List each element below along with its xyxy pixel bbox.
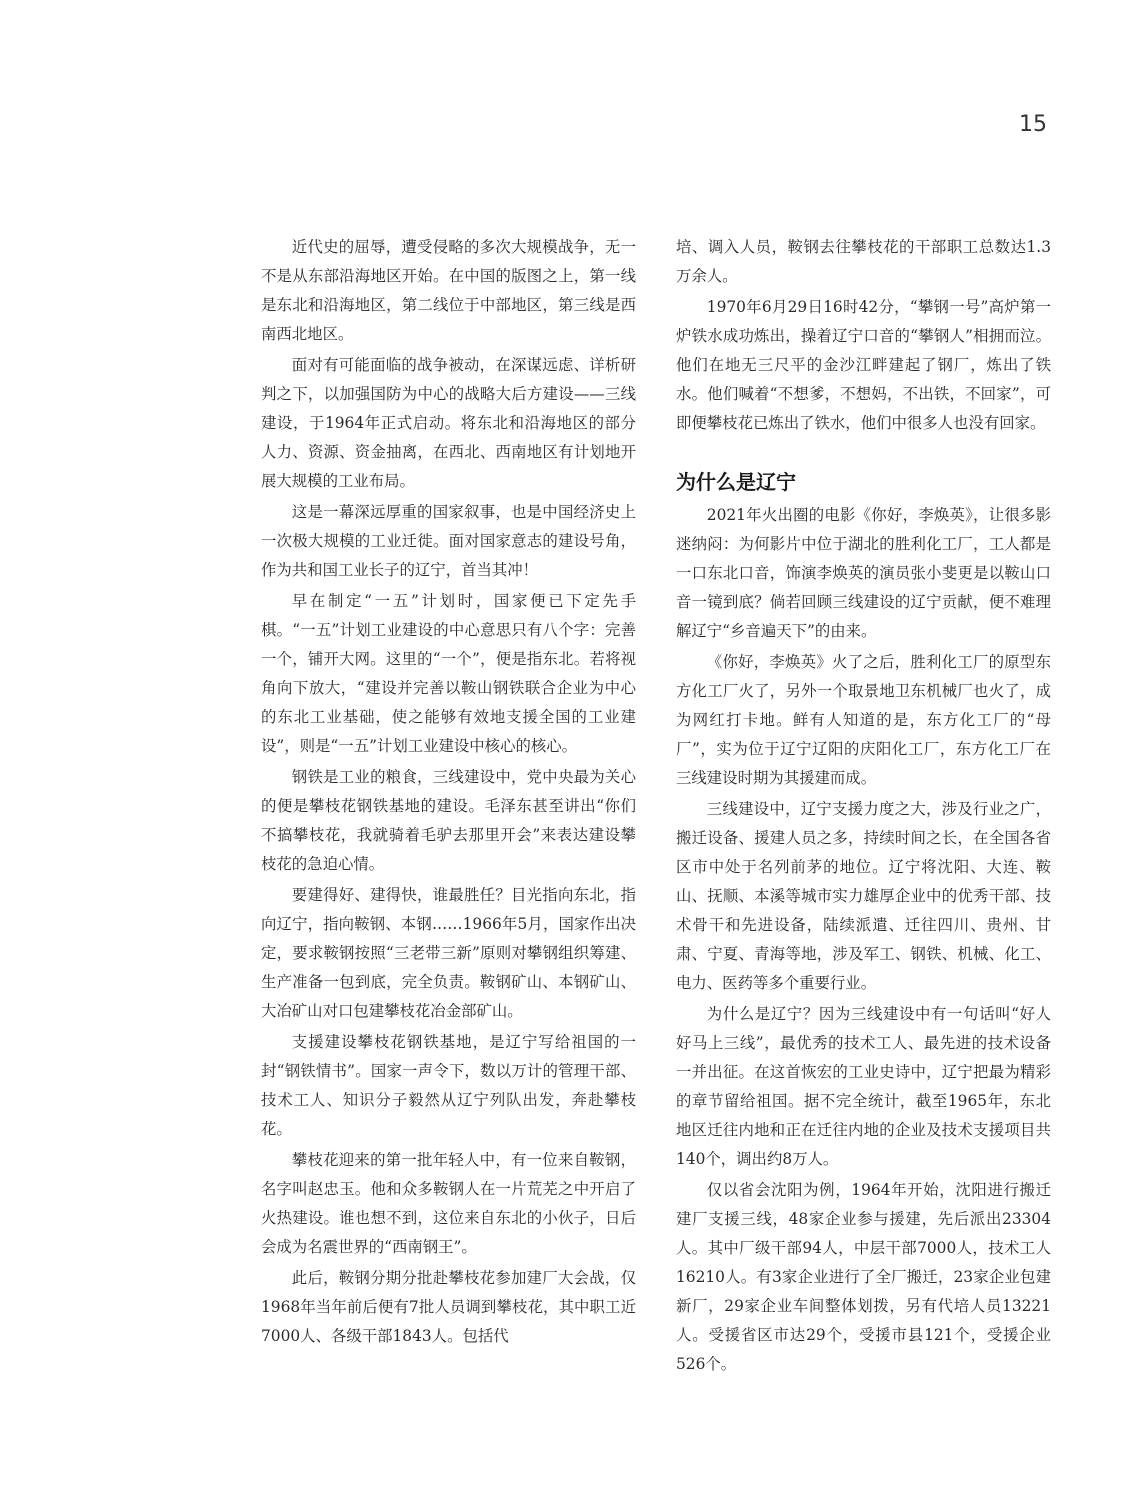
paragraph: 三线建设中，辽宁支援力度之大，涉及行业之广，搬迁设备、援建人员之多，持续时间之长，在全国各省区市中处于名列前茅的地位。辽宁将沈阳、大连、鞍山、抚顺、本溪等城市实力雄厚企业中的优秀干部、技术骨干和先进设备，陆续派遣、迁往四川、贵州、甘肃、宁夏、青海等地，涉及军工、钢铁、机械、化工、电力、医药等多个重要行业。 <box>676 800 1051 992</box>
paragraph: 1970年6月29日16时42分，“攀钢一号”高炉第一炉铁水成功炼出，操着辽宁口音的“攀钢人”相拥而泣。他们在地无三尺平的金沙江畔建起了钢厂，炼出了铁水。他们喊着“不想爹，不想妈，不出铁，不回家”，可即便攀枝花已炼出了铁水，他们中很多人也没有回家。 <box>676 298 1051 432</box>
paragraph: 《你好，李焕英》火了之后，胜利化工厂的原型东方化工厂火了，另外一个取景地卫东机械厂也火了，成为网红打卡地。鲜有人知道的是，东方化工厂的“母厂”，实为位于辽宁辽阳的庆阳化工厂，东方化工厂在三线建设时期为其援建而成。 <box>676 653 1051 787</box>
paragraph: 这是一幕深远厚重的国家叙事，也是中国经济史上一次极大规模的工业迁徙。面对国家意志的建设号角，作为共和国工业长子的辽宁，首当其冲！ <box>261 503 636 579</box>
paragraph: 仅以省会沈阳为例，1964年开始，沈阳进行搬迁建厂支援三线，48家企业参与援建，先后派出23304人。其中厂级干部94人，中层干部7000人，技术工人16210人。有3家企业进行了全厂搬迁，23家企业包建新厂，29家企业车间整体划拨，另有代培人员13221人。受援省区市达29个，受援市县121个，受援企业526个。 <box>676 1181 1051 1373</box>
paragraph: 为什么是辽宁？因为三线建设中有一句话叫“好人好马上三线”，最优秀的技术工人、最先进的技术设备一并出征。在这首恢宏的工业史诗中，辽宁把最为精彩的章节留给祖国。据不完全统计，截至1965年，东北地区迁往内地和正在迁往内地的企业及技术支援项目共140个，调出约8万人。 <box>676 1005 1051 1168</box>
paragraph: 面对有可能面临的战争被动，在深谋远虑、详析研判之下，以加强国防为中心的战略大后方建设——三线建设，于1964年正式启动。将东北和沿海地区的部分人力、资源、资金抽离，在西北、西南地区有计划地开展大规模的工业布局。 <box>261 356 636 490</box>
left-column <box>261 233 636 1351</box>
right-column <box>676 233 1051 1379</box>
paragraph: 2021年火出圈的电影《你好，李焕英》，让很多影迷纳闷：为何影片中位于湖北的胜利化工厂，工人都是一口东北口音，饰演李焕英的演员张小斐更是以鞍山口音一镜到底？倘若回顾三线建设的辽宁贡献，便不难理解辽宁“乡音遍天下”的由来。 <box>676 506 1051 640</box>
page-number: 15 <box>1019 112 1047 137</box>
paragraph: 支援建设攀枝花钢铁基地，是辽宁写给祖国的一封“钢铁情书”。国家一声令下，数以万计的管理干部、技术工人、知识分子毅然从辽宁列队出发，奔赴攀枝花。 <box>261 1033 636 1138</box>
section-heading: 为什么是辽宁 <box>676 470 796 494</box>
paragraph: 要建得好、建得快，谁最胜任？目光指向东北，指向辽宁，指向鞍钢、本钢……1966年5月，国家作出决定，要求鞍钢按照“三老带三新”原则对攀钢组织筹建、生产准备一包到底，完全负责。鞍钢矿山、本钢矿山、大冶矿山对口包建攀枝花冶金部矿山。 <box>261 886 636 1020</box>
paragraph: 早在制定“一五”计划时，国家便已下定先手棋。“一五”计划工业建设的中心意思只有八个字：完善一个，铺开大网。这里的“一个”，便是指东北。若将视角向下放大，“建设并完善以鞍山钢铁联合企业为中心的东北工业基础，使之能够有效地支援全国的工业建设”，则是“一五”计划工业建设中核心的核心。 <box>261 592 636 755</box>
paragraph: 攀枝花迎来的第一批年轻人中，有一位来自鞍钢，名字叫赵忠玉。他和众多鞍钢人在一片荒芜之中开启了火热建设。谁也想不到，这位来自东北的小伙子，日后会成为名震世界的“西南钢王”。 <box>261 1151 636 1256</box>
paragraph: 此后，鞍钢分期分批赴攀枝花参加建厂大会战，仅1968年当年前后便有7批人员调到攀枝花，其中职工近7000人、各级干部1843人。包括代 <box>261 1269 636 1345</box>
paragraph: 近代史的屈辱，遭受侵略的多次大规模战争，无一不是从东部沿海地区开始。在中国的版图之上，第一线是东北和沿海地区，第二线位于中部地区，第三线是西南西北地区。 <box>261 238 636 343</box>
paragraph: 钢铁是工业的粮食，三线建设中，党中央最为关心的便是攀枝花钢铁基地的建设。毛泽东甚至讲出“你们不搞攀枝花，我就骑着毛驴去那里开会”来表达建设攀枝花的急迫心情。 <box>261 768 636 873</box>
paragraph-continued: 培、调入人员，鞍钢去往攀枝花的干部职工总数达1.3万余人。 <box>676 238 1051 285</box>
